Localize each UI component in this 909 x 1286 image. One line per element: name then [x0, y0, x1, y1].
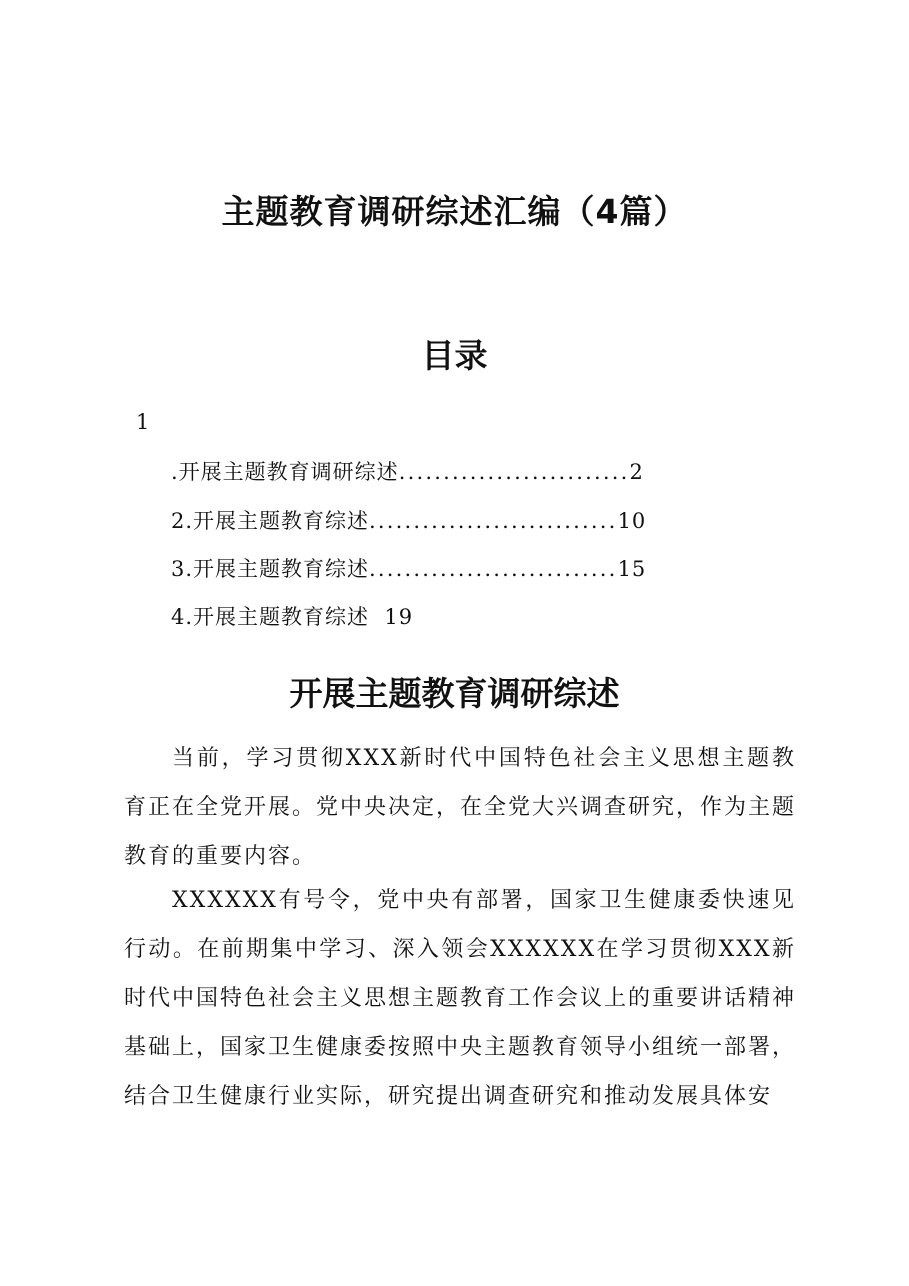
- toc-entry-page: 19: [384, 605, 414, 629]
- toc-heading: 目录: [421, 336, 488, 375]
- toc-entry-leader: ............................: [369, 509, 618, 533]
- toc-entry[interactable]: [171, 456, 644, 486]
- toc-entry-page: 10: [617, 509, 647, 533]
- toc-entry-page: 15: [617, 557, 647, 581]
- body-paragraph: XXXXXX有号令，党中央有部署，国家卫生健康委快速见行动。在前期集中学习、深入领会XXXXXX在学习贯彻XXX新时代中国特色社会主义思想主题教育工作会议上的重要讲话精神基础上，国家卫生健康委按照中央主题教育领导小组统一部署，结合卫生健康行业实际，研究提出调查研究和推动发展具体安: [124, 888, 797, 1109]
- section-title: 开展主题教育调研综述: [289, 674, 620, 713]
- body-paragraph: 当前，学习贯彻XXX新时代中国特色社会主义思想主题教育正在全党开展。党中央决定，在全党大兴调查研究，作为主题教育的重要内容。: [124, 746, 797, 869]
- toc-stray-number: 1: [136, 410, 150, 434]
- toc-entry[interactable]: [171, 601, 413, 631]
- toc-entry-label: 2.开展主题教育综述: [171, 509, 370, 533]
- document-title: 主题教育调研综述汇编（4篇）: [221, 192, 688, 231]
- toc-entry-label: .开展主题教育调研综述: [171, 460, 399, 484]
- toc-entry[interactable]: [171, 553, 646, 583]
- toc-entry-page: 2: [629, 460, 644, 484]
- toc-entry-label: 4.开展主题教育综述: [171, 605, 370, 629]
- toc-entry-leader: ............................: [369, 557, 618, 581]
- toc-entry-leader: [369, 605, 384, 629]
- toc-entry-label: 3.开展主题教育综述: [171, 557, 370, 581]
- toc-entry-leader: ..........................: [398, 460, 630, 484]
- toc-entry[interactable]: [171, 505, 646, 535]
